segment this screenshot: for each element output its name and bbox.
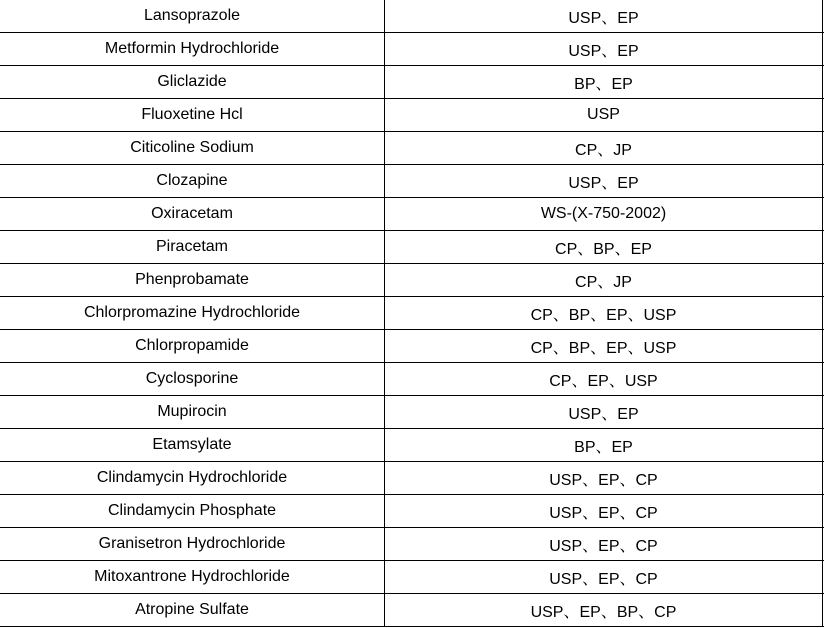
product-name-cell: Mitoxantrone Hydrochloride xyxy=(0,561,385,593)
standard-cell: USP、EP xyxy=(385,396,823,428)
table-row xyxy=(0,66,824,99)
standard-cell: USP、EP xyxy=(385,33,823,65)
product-name-cell: Piracetam xyxy=(0,231,385,263)
standard-cell: CP、BP、EP xyxy=(385,231,823,263)
standard-cell: USP、EP、CP xyxy=(385,561,823,593)
standard-cell: BP、EP xyxy=(385,429,823,461)
table-row xyxy=(0,198,824,231)
standard-cell: USP、EP、BP、CP xyxy=(385,594,823,626)
standard-cell: USP、EP xyxy=(385,0,823,32)
table-row xyxy=(0,231,824,264)
table-row xyxy=(0,99,824,132)
product-name-cell: Granisetron Hydrochloride xyxy=(0,528,385,560)
table-row xyxy=(0,363,824,396)
product-name-cell: Lansoprazole xyxy=(0,0,385,32)
table-row xyxy=(0,561,824,594)
table-row xyxy=(0,330,824,363)
product-name-cell: Clozapine xyxy=(0,165,385,197)
table-row xyxy=(0,429,824,462)
standard-cell: CP、JP xyxy=(385,132,823,164)
product-name-cell: Mupirocin xyxy=(0,396,385,428)
product-name-cell: Atropine Sulfate xyxy=(0,594,385,626)
table-row xyxy=(0,594,824,627)
standard-cell: USP、EP、CP xyxy=(385,495,823,527)
standard-cell: WS-(X-750-2002) xyxy=(385,198,823,230)
product-name-cell: Citicoline Sodium xyxy=(0,132,385,164)
table-row xyxy=(0,132,824,165)
standard-cell: USP、EP、CP xyxy=(385,462,823,494)
standard-cell: CP、BP、EP、USP xyxy=(385,297,823,329)
table-row xyxy=(0,165,824,198)
table-row xyxy=(0,528,824,561)
standard-cell: USP、EP xyxy=(385,165,823,197)
product-name-cell: Metformin Hydrochloride xyxy=(0,33,385,65)
table-row xyxy=(0,297,824,330)
standard-cell: CP、BP、EP、USP xyxy=(385,330,823,362)
product-name-cell: Chlorpromazine Hydrochloride xyxy=(0,297,385,329)
product-name-cell: Chlorpropamide xyxy=(0,330,385,362)
standard-cell: CP、JP xyxy=(385,264,823,296)
product-name-cell: Gliclazide xyxy=(0,66,385,98)
product-name-cell: Etamsylate xyxy=(0,429,385,461)
table-row xyxy=(0,33,824,66)
product-name-cell: Clindamycin Phosphate xyxy=(0,495,385,527)
table-row xyxy=(0,495,824,528)
standard-cell: USP、EP、CP xyxy=(385,528,823,560)
standard-cell: BP、EP xyxy=(385,66,823,98)
standard-cell: CP、EP、USP xyxy=(385,363,823,395)
table-row xyxy=(0,462,824,495)
table-row xyxy=(0,264,824,297)
product-name-cell: Oxiracetam xyxy=(0,198,385,230)
product-name-cell: Phenprobamate xyxy=(0,264,385,296)
product-name-cell: Clindamycin Hydrochloride xyxy=(0,462,385,494)
product-name-cell: Cyclosporine xyxy=(0,363,385,395)
standard-cell: USP xyxy=(385,99,823,131)
table-row xyxy=(0,0,824,33)
table-row xyxy=(0,396,824,429)
product-name-cell: Fluoxetine Hcl xyxy=(0,99,385,131)
